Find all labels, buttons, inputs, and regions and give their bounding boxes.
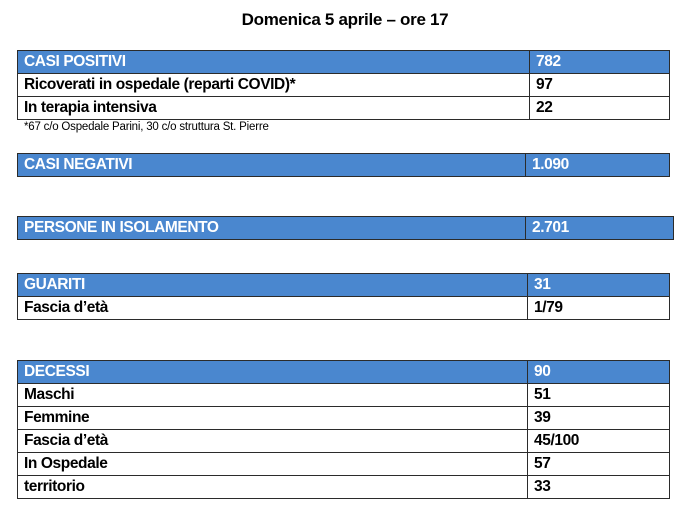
header-value: 2.701	[526, 217, 674, 240]
table-header-row	[18, 274, 670, 297]
table-row	[18, 407, 670, 430]
header-value: 782	[530, 51, 670, 74]
row-value: 22	[530, 97, 670, 120]
table-row	[18, 476, 670, 499]
header-value: 1.090	[526, 154, 670, 177]
page-title: Domenica 5 aprile – ore 17	[241, 10, 449, 29]
row-label: Fascia d’età	[18, 297, 528, 320]
row-label: Fascia d’età	[18, 430, 528, 453]
header-label: CASI POSITIVI	[18, 51, 530, 74]
row-label: In terapia intensiva	[18, 97, 530, 120]
table-header-row	[18, 361, 670, 384]
header-label: DECESSI	[18, 361, 528, 384]
row-label: In Ospedale	[18, 453, 528, 476]
table-header-row	[18, 51, 670, 74]
table-row	[18, 384, 670, 407]
table-row	[18, 74, 670, 97]
row-label: Maschi	[18, 384, 528, 407]
table-row	[18, 297, 670, 320]
table-header-row	[18, 154, 670, 177]
table-row	[18, 430, 670, 453]
row-value: 51	[528, 384, 670, 407]
table-header-row	[18, 217, 674, 240]
row-label: territorio	[18, 476, 528, 499]
table-row	[18, 453, 670, 476]
row-value: 45/100	[528, 430, 670, 453]
row-value: 33	[528, 476, 670, 499]
header-label: GUARITI	[18, 274, 528, 297]
row-label: Femmine	[18, 407, 528, 430]
row-value: 57	[528, 453, 670, 476]
header-label: CASI NEGATIVI	[18, 154, 526, 177]
row-label: Ricoverati in ospedale (reparti COVID)*	[18, 74, 530, 97]
header-value: 31	[528, 274, 670, 297]
isolamento-table	[17, 216, 674, 240]
positivi-table	[17, 50, 670, 120]
row-value: 1/79	[528, 297, 670, 320]
negativi-table	[17, 153, 670, 177]
guariti-table	[17, 273, 670, 320]
decessi-table	[17, 360, 670, 499]
row-value: 39	[528, 407, 670, 430]
header-value: 90	[528, 361, 670, 384]
row-value: 97	[530, 74, 670, 97]
table-row	[18, 97, 670, 120]
footnote: *67 c/o Ospedale Parini, 30 c/o struttura St. Pierre	[24, 121, 269, 133]
header-label: PERSONE IN ISOLAMENTO	[18, 217, 526, 240]
